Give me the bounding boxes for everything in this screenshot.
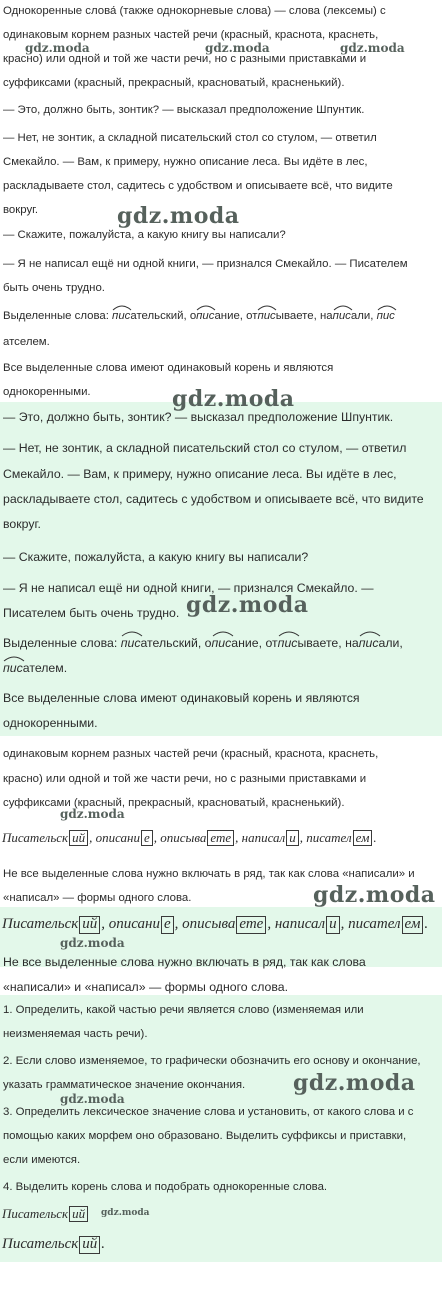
step-line: помощью каких морфем оно образовано. Выделить суффиксы и приставки, xyxy=(3,1130,407,1142)
root-mark: пис xyxy=(121,636,141,650)
text-line: однокоренными. xyxy=(3,386,91,398)
text-line: раскладываете стол, садитесь с удобством и описываете всё, что видите xyxy=(3,492,424,506)
root-mark: пис xyxy=(359,636,379,650)
watermark: gdz.moda xyxy=(60,936,125,950)
watermark: gdz.moda xyxy=(205,41,270,55)
root-mark: пис xyxy=(278,636,298,650)
text-line: — Скажите, пожалуйста, а какую книгу вы написали? xyxy=(3,229,286,241)
text-line: «написали» и «написал» — формы одного слова. xyxy=(3,980,288,994)
text-line: раскладываете стол, садитесь с удобством и описываете всё, что видите xyxy=(3,180,393,192)
text-line: — Нет, не зонтик, а складной писательский стол со стулом, — ответил xyxy=(3,441,407,455)
text-line: однокоренными. xyxy=(3,716,98,730)
root-mark: пис xyxy=(196,310,214,322)
ending-box: ем xyxy=(402,916,424,934)
step-line: 2. Если слово изменяемое, то графически обозначить его основу и окончание, xyxy=(3,1055,421,1067)
text-line: Однокоренные слова́ (также однокорневые слова) — слова (лексемы) с xyxy=(3,5,386,17)
watermark: gdz.moda xyxy=(60,807,125,821)
step-line: 4. Выделить корень слова и подобрать однокоренные слова. xyxy=(3,1181,328,1193)
watermark: gdz.moda xyxy=(340,41,405,55)
root-mark: пис xyxy=(333,310,351,322)
highlighted-words-line-cont: писателем. xyxy=(3,661,67,675)
text-line: — Скажите, пожалуйста, а какую книгу вы написали? xyxy=(3,550,309,564)
text-line: Писателем быть очень трудно. xyxy=(3,606,180,620)
morpheme-analysis-row: Писательск ий , описани е , описыва ете , написал и , писател ем . xyxy=(2,830,377,845)
text-line: одинаковым корнем разных частей речи (красный, краснота, краснеть, xyxy=(3,748,379,760)
text-line: — Я не написал ещё ни одной книги, — признался Смекайло. — xyxy=(3,581,374,595)
morpheme-analysis-row: Писательск ий , описани е , описыва ете , написал и , писател ем . xyxy=(2,916,429,932)
text-line: Не все выделенные слова нужно включать в ряд, так как слова «написали» и xyxy=(3,868,415,880)
text-line: — Я не написал ещё ни одной книги, — признался Смекайло. — Писателем xyxy=(3,258,408,270)
ending-box: и xyxy=(286,830,299,846)
text-line: Смекайло. — Вам, к примеру, нужно описание леса. Вы идёте в лес, xyxy=(3,156,368,168)
highlighted-words-line: Выделенные слова: писательский, о писание, от писываете, на писали, xyxy=(3,636,403,650)
watermark: gdz.moda xyxy=(117,203,240,229)
watermark: gdz.moda xyxy=(186,592,309,618)
watermark: gdz.moda xyxy=(101,1208,150,1218)
ending-box: и xyxy=(326,916,340,934)
root-mark: пис xyxy=(3,661,23,675)
text-line: красно) или одной и той же части речи, но с разными приставками и xyxy=(3,773,367,785)
ending-box: е xyxy=(141,830,153,846)
step-line: 1. Определить, какой частью речи является слово (изменяемая или xyxy=(3,1004,364,1016)
morpheme-example: Писательск ий . xyxy=(2,1236,106,1252)
ending-box: ий xyxy=(69,830,88,846)
text-line: Все выделенные слова имеют одинаковый корень и являются xyxy=(3,691,360,705)
text-line: красно) или одной и той же части речи, но с разными приставками и xyxy=(3,53,367,65)
text-line: суффиксами (красный, прекрасный, красноватый, красненький). xyxy=(3,797,345,809)
root-mark: пис xyxy=(377,310,395,322)
text-line: вокруг. xyxy=(3,204,39,216)
text-line: — Это, должно быть, зонтик? — высказал предположение Шпунтик. xyxy=(3,410,394,424)
ending-box: ий xyxy=(69,1206,88,1222)
ending-box: ете xyxy=(236,916,266,934)
watermark: gdz.moda xyxy=(313,882,436,908)
text-line: Не все выделенные слова нужно включать в ряд, так как слова xyxy=(3,955,366,969)
text-line: атселем. xyxy=(3,336,50,348)
text-line: быть очень трудно. xyxy=(3,282,105,294)
text-line: одинаковым корнем разных частей речи (красный, краснота, краснеть, xyxy=(3,29,379,41)
watermark: gdz.moda xyxy=(25,41,90,55)
text-line: «написал» — формы одного слова. xyxy=(3,892,192,904)
morpheme-example-small: Писательск ий xyxy=(2,1206,89,1222)
step-line: указать грамматическое значение окончания. xyxy=(3,1079,246,1091)
watermark: gdz.moda xyxy=(172,386,295,412)
highlighted-words-line: Выделенные слова: писательский, о писание, от писываете, на писали, пис xyxy=(3,310,395,322)
ending-box: ем xyxy=(353,830,373,846)
text-line: Все выделенные слова имеют одинаковый корень и являются xyxy=(3,362,334,374)
text-line: — Это, должно быть, зонтик? — высказал предположение Шпунтик. xyxy=(3,104,365,116)
step-line: 3. Определить лексическое значение слова и установить, от какого слова и с xyxy=(3,1106,414,1118)
text-line: суффиксами (красный, прекрасный, красноватый, красненький). xyxy=(3,77,345,89)
root-mark: пис xyxy=(257,310,275,322)
ending-box: е xyxy=(161,916,174,934)
step-line: неизменяемая часть речи). xyxy=(3,1028,148,1040)
ending-box: ий xyxy=(79,1236,100,1254)
text-line: вокруг. xyxy=(3,517,41,531)
text-line: Смекайло. — Вам, к примеру, нужно описание леса. Вы идёте в лес, xyxy=(3,467,397,481)
root-mark: пис xyxy=(112,310,130,322)
watermark: gdz.moda xyxy=(293,1070,416,1096)
root-mark: пис xyxy=(212,636,232,650)
step-line: если имеются. xyxy=(3,1154,81,1166)
text-line: — Нет, не зонтик, а складной писательский стол со стулом, — ответил xyxy=(3,132,377,144)
ending-box: ий xyxy=(79,916,100,934)
ending-box: ете xyxy=(207,830,234,846)
watermark: gdz.moda xyxy=(60,1092,125,1106)
